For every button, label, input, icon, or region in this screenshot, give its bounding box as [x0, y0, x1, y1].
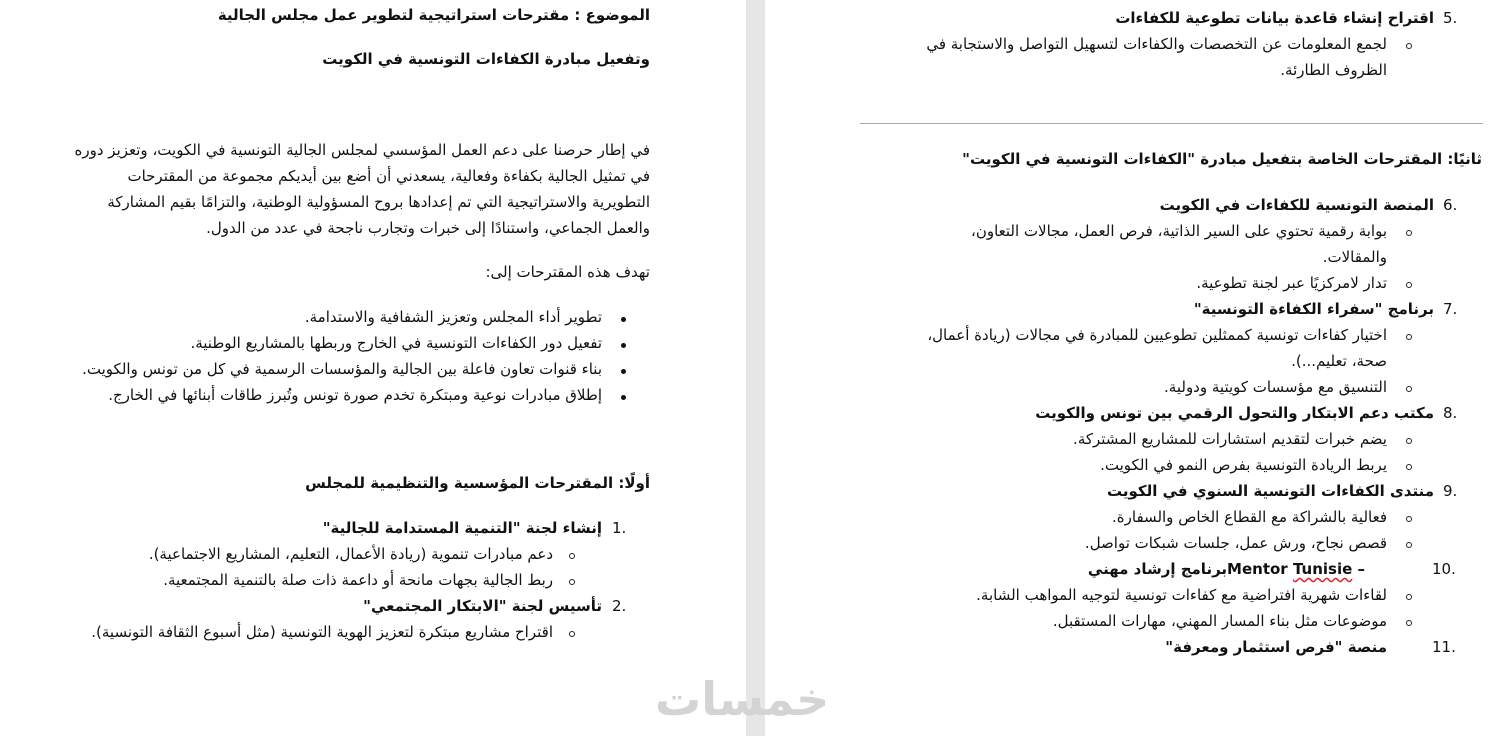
watermark-logo: خمسات	[655, 672, 830, 726]
bullet-icon	[621, 343, 626, 348]
bullet-icon	[621, 395, 626, 400]
subject-line-2: وتفعيل مبادرة الكفاءات التونسية في الكويت	[322, 50, 650, 68]
sub-item: يضم خبرات لتقديم استشارات للمشاريع المشتركة.	[1073, 430, 1387, 448]
sub-item: دعم مبادرات تنموية (ريادة الأعمال، التعليم، المشاريع الاجتماعية).	[148, 545, 553, 563]
sub-item-line-2: الظروف الطارئة.	[1280, 61, 1387, 79]
item-number: 9.	[1443, 482, 1458, 500]
sub-item-line-2: والمقالات.	[1322, 248, 1387, 266]
sub-item: فعالية بالشراكة مع القطاع الخاص والسفارة.	[1112, 508, 1387, 526]
bullet-icon	[621, 369, 626, 374]
sub-item-line-1: بوابة رقمية تحتوي على السير الذاتية، فرص العمل، مجالات التعاون،	[970, 222, 1387, 240]
sub-bullet-icon	[1406, 620, 1412, 626]
sub-bullet-icon	[1406, 438, 1412, 444]
goal-item: تطوير أداء المجلس وتعزيز الشفافية والاستدامة.	[304, 308, 602, 326]
bullet-icon	[621, 317, 626, 322]
goal-item: إطلاق مبادرات نوعية ومبتكرة تخدم صورة تونس وتُبرز طاقات أبنائها في الخارج.	[108, 386, 602, 404]
intro-line-1: في إطار حرصنا على دعم العمل المؤسسي لمجلس الجالية التونسية في الكويت، وتعزيز دوره	[74, 141, 650, 159]
sub-item-line-1: اختيار كفاءات تونسية كممثلين تطوعيين للمبادرة في مجالات (ريادة أعمال،	[927, 326, 1387, 344]
sub-bullet-icon	[1406, 542, 1412, 548]
sub-bullet-icon	[569, 631, 575, 637]
item-number: 1.	[612, 519, 627, 537]
sub-bullet-icon	[1406, 334, 1412, 340]
sub-bullet-icon	[569, 553, 575, 559]
sub-item: قصص نجاح، ورش عمل، جلسات شبكات تواصل.	[1084, 534, 1387, 552]
item-number: 7.	[1443, 300, 1458, 318]
sub-bullet-icon	[1406, 282, 1412, 288]
item-title: مكتب دعم الابتكار والتحول الرقمي بين تونس والكويت	[1035, 404, 1434, 422]
sub-item: تدار لامركزيًا عبر لجنة تطوعية.	[1196, 274, 1387, 292]
sub-item-line-2: صحة، تعليم...).	[1291, 352, 1387, 370]
item-title-dash: –	[1357, 560, 1365, 578]
item-title: اقتراح إنشاء قاعدة بيانات تطوعية للكفاءات	[1115, 9, 1434, 27]
item-number: 11.	[1432, 638, 1456, 656]
item-number: 2.	[612, 597, 627, 615]
intro-line-3: التطويرية والاستراتيجية التي تم إعدادها بروح المسؤولية الوطنية، والتزامًا بقيم المشاركة	[107, 193, 650, 211]
item-number: 5.	[1443, 9, 1458, 27]
sub-bullet-icon	[1406, 386, 1412, 392]
sub-item: موضوعات مثل بناء المسار المهني، مهارات المستقبل.	[1052, 612, 1387, 630]
item-title: منصة "فرص استثمار ومعرفة"	[1165, 638, 1387, 656]
item-title-english-misspelled: Tunisie	[1292, 560, 1353, 578]
item-title	[1088, 559, 1365, 579]
intro-line-4: والعمل الجماعي، واستنادًا إلى خبرات وتجارب ناجحة في عدد من الدول.	[206, 219, 650, 237]
item-number: 10.	[1432, 560, 1456, 578]
item-title: إنشاء لجنة "التنمية المستدامة للجالية"	[322, 519, 602, 537]
sub-bullet-icon	[1406, 516, 1412, 522]
sub-item: يربط الريادة التونسية بفرص النمو في الكويت.	[1100, 456, 1387, 474]
item-title: منتدى الكفاءات التونسية السنوي في الكويت	[1106, 482, 1434, 500]
goals-intro: تهدف هذه المقترحات إلى:	[485, 263, 650, 281]
item-number: 6.	[1443, 196, 1458, 214]
sub-bullet-icon	[1406, 43, 1412, 49]
document-page-right	[765, 0, 1494, 736]
sub-bullet-icon	[1406, 594, 1412, 600]
sub-bullet-icon	[1406, 230, 1412, 236]
item-title-english: Mentor	[1227, 560, 1288, 578]
sub-bullet-icon	[1406, 464, 1412, 470]
subject-line-1: الموضوع : مقترحات استراتيجية لتطوير عمل مجلس الجالية	[217, 6, 650, 24]
item-title: تأسيس لجنة "الابتكار المجتمعي"	[363, 597, 602, 615]
goal-item: بناء قنوات تعاون فاعلة بين الجالية والمؤسسات الرسمية في كل من تونس والكويت.	[82, 360, 602, 378]
sub-item: اقتراح مشاريع مبتكرة لتعزيز الهوية التونسية (مثل أسبوع الثقافة التونسية).	[91, 623, 553, 641]
document-page-left	[0, 0, 746, 736]
item-title-arabic: برنامج إرشاد مهني	[1087, 560, 1228, 578]
sub-item: ربط الجالية بجهات مانحة أو داعمة ذات صلة بالتنمية المجتمعية.	[163, 571, 553, 589]
sub-item-line-1: لجمع المعلومات عن التخصصات والكفاءات لتسهيل التواصل والاستجابة في	[926, 35, 1387, 53]
item-title: المنصة التونسية للكفاءات في الكويت	[1159, 196, 1434, 214]
section-2-title: ثانيًا: المقترحات الخاصة بتفعيل مبادرة "الكفاءات التونسية في الكويت"	[962, 150, 1482, 168]
item-number: 8.	[1443, 404, 1458, 422]
sub-item: لقاءات شهرية افتراضية مع كفاءات تونسية لتوجيه المواهب الشابة.	[976, 586, 1387, 604]
sub-item: التنسيق مع مؤسسات كويتية ودولية.	[1164, 378, 1387, 396]
sub-bullet-icon	[569, 579, 575, 585]
intro-line-2: في تمثيل الجالية بكفاءة وفعالية، يسعدني أن أضع بين أيديكم مجموعة من المقترحات	[127, 167, 650, 185]
item-title: برنامج "سفراء الكفاءة التونسية"	[1193, 300, 1434, 318]
section-1-title: أولًا: المقترحات المؤسسية والتنظيمية للمجلس	[305, 474, 650, 492]
goal-item: تفعيل دور الكفاءات التونسية في الخارج وربطها بالمشاريع الوطنية.	[190, 334, 602, 352]
page-divider	[860, 123, 1483, 124]
